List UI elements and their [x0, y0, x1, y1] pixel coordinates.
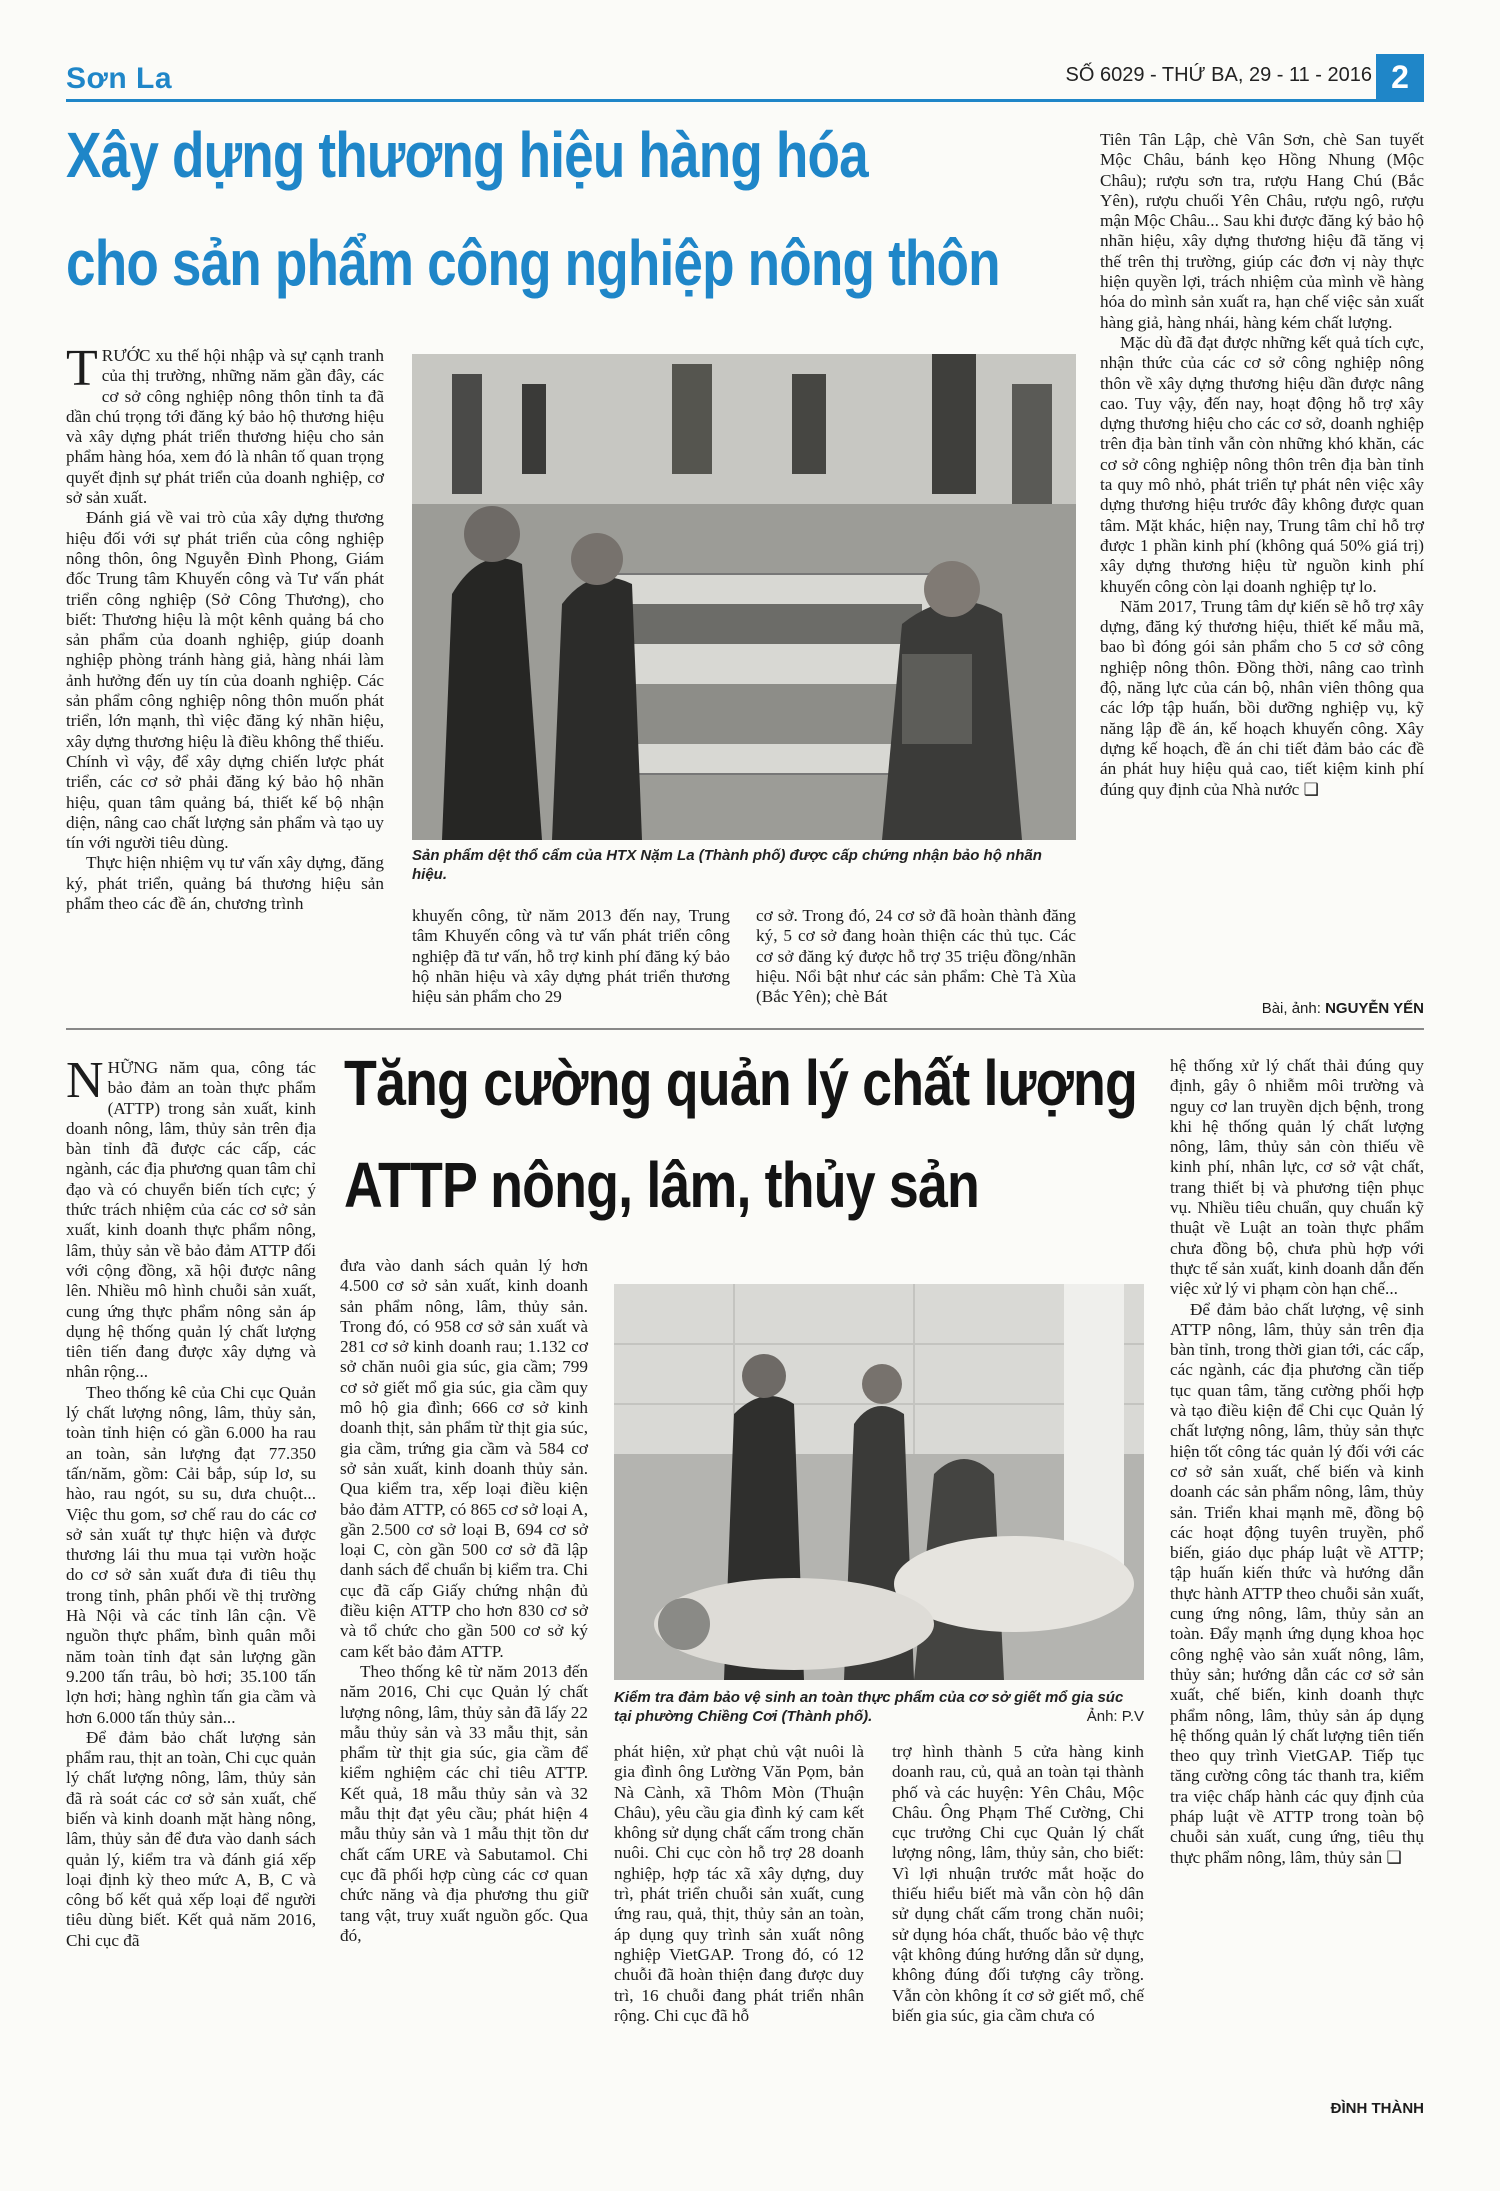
article1-headline-line1: Xây dựng thương hiệu hàng hóa — [66, 119, 868, 191]
article2-paragraph: Để đảm bảo chất lượng, vệ sinh ATTP nông, lâm, thủy sản trên địa bàn tỉnh, trong thời gian tới, các cấp, các ngành, các địa phương cần tiếp tục quan tâm, tăng cường phối hợp và tạo điều kiện để Chi cục Quản lý chất lượng nông, lâm, thủy sản thực hiện tốt công tác quản lý đối với các cơ sở sản xuất, chế biến và kinh doanh các sản phẩm nông, lâm, thủy sản. Triển khai mạnh mẽ, đồng bộ các hoạt động tuyên truyền, phổ biến, giáo dục pháp luật về ATTP; tập huấn kiến thức và hướng dẫn thực hành ATTP theo chuỗi sản xuất, cung ứng nông, lâm, thủy sản an toàn. Đẩy mạnh ứng dụng khoa học công nghệ vào sản xuất nông, lâm, thủy sản; hướng dẫn các cơ sở sản xuất, chế biến, kinh doanh thực phẩm nông, lâm, thủy sản áp dụng hệ thống quản lý chất lượng tiên tiến theo quy trình VietGAP. Tiếp tục tăng cường công tác thanh tra, kiểm tra việc chấp hành các quy định của pháp luật về ATTP trong toàn bộ chuỗi sản xuất, cung ứng, tiêu thụ thực phẩm nông, lâm, thủy sản ❑ — [1170, 1299, 1424, 1867]
article2-paragraph: hệ thống xử lý chất thải đúng quy định, gây ô nhiễm môi trường và nguy cơ lan truyền dịch bệnh, trong khi hệ thống quản lý chất lượng nông, lâm, thủy sản còn thiếu về kinh phí, nhân lực, cơ sở vật chất, trang thiết bị và phương tiện phục vụ. Nhiều tiêu chuẩn, quy chuẩn kỹ thuật về Luật an toàn thực phẩm chưa đồng bộ, chưa phù hợp với thực tế sản xuất, kinh doanh dẫn đến việc xử lý vi phạm còn hạn chế... — [1170, 1056, 1424, 1299]
article1-paragraph: Năm 2017, Trung tâm dự kiến sẽ hỗ trợ xây dựng, đăng ký thương hiệu, thiết kế mẫu mã, bao bì đóng gói sản phẩm cho 5 cơ sở công nghiệp nông thôn. Đồng thời, nâng cao trình độ, năng lực của cán bộ, nhân viên thông qua các lớp tập huấn, bồi dưỡng nghiệp vụ, kỹ năng lập đề án, kế hoạch khuyến công. Xây dựng kế hoạch, đề án chi tiết đảm bảo các đề án phát huy hiệu quả cao, tiết kiệm kinh phí đúng quy định của Nhà nước ❑ — [1100, 596, 1424, 799]
article2-photo-caption: Kiểm tra đảm bảo vệ sinh an toàn thực phẩm của cơ sở giết mổ gia súc tại phường Chiềng Cơi (Thành phố). — [614, 1689, 1124, 1725]
article1-paragraph: Thực hiện nhiệm vụ tư vấn xây dựng, đăng ký, phát triển, quảng bá thương hiệu sản phẩm theo các đề án, chương trình — [66, 853, 384, 914]
article1-paragraph: cơ sở. Trong đó, 24 cơ sở đã hoàn thành đăng ký, 5 cơ sở đang hoàn thiện các thủ tục. Các cơ sở đăng ký được hỗ trợ 35 triệu đồng/nhãn hiệu. Nổi bật như các sản phẩm: Chè Tà Xùa (Bắc Yên); chè Bát — [756, 906, 1076, 1007]
article2-author: ĐÌNH THÀNH — [1330, 2100, 1424, 2117]
page-number: 2 — [1376, 54, 1424, 100]
header-rule — [66, 99, 1424, 102]
article2-paragraph: trợ hình thành 5 cửa hàng kinh doanh rau, củ, quả an toàn tại thành phố và các huyện: Yên Châu, Mộc Châu. Ông Phạm Thế Cường, Chi cục trưởng Chi cục Quản lý chất lượng nông, lâm, thủy sản, cho biết: Vì lợi nhuận trước mắt hoặc do thiếu hiểu biết mà vẫn còn hộ dân sử dụng chất cấm trong chăn nuôi; sử dụng hóa chất, thuốc bảo vệ thực vật không đúng hướng dẫn sử dụng, không đúng đối tượng cây trồng. Vẫn còn không ít cơ sở giết mổ, chế biến gia súc, gia cầm chưa có — [892, 1742, 1144, 2025]
article2-paragraph: Theo thống kê từ năm 2013 đến năm 2016, Chi cục Quản lý chất lượng nông, lâm, thủy sản đã lấy 22 mẫu thủy sản và 33 mẫu thịt, sản phẩm từ thịt gia súc, gia cầm để kiểm nghiệm các chỉ tiêu ATTP. Kết quả, 18 mẫu thủy sản và 32 mẫu thịt đạt yêu cầu; phát hiện 4 mẫu thủy sản và 1 mẫu thịt tồn dư chất cấm URE và Sabutamol. Chi cục đã phối hợp cùng các cơ quan chức năng và địa phương thu giữ tang vật, truy xuất nguồn gốc. Qua đó, — [340, 1661, 588, 1945]
section-name: Sơn La — [66, 62, 173, 95]
article2-paragraph: Để đảm bảo chất lượng sản phẩm rau, thịt an toàn, Chi cục quản lý chất lượng nông, lâm, thủy sản đã rà soát các cơ sở sản xuất, chế biến và kinh doanh mặt hàng nông, lâm, thủy sản để đưa vào danh sách quản lý, kiểm tra và đánh giá xếp loại định kỳ theo mức A, B, C và công bố kết quả xếp loại để người tiêu dùng biết. Kết quả năm 2016, Chi cục đã — [66, 1727, 316, 1950]
article2-headline-line2: ATTP nông, lâm, thủy sản — [344, 1149, 979, 1221]
article1-paragraph: Mặc dù đã đạt được những kết quả tích cực, nhận thức của các cơ sở công nghiệp nông thôn về xây dựng thương hiệu dần được nâng cao. Tuy vậy, đến nay, hoạt động hỗ trợ xây dựng thương hiệu cho các cơ sở, doanh nghiệp trên địa bàn tỉnh vẫn còn những khó khăn, các cơ sở công nghiệp nông thôn trên địa bàn tỉnh ta quy mô nhỏ, phát triển tự phát nên việc xây dựng thương hiệu trước đây không được quan tâm. Mặt khác, hiện nay, Trung tâm chỉ hỗ trợ được 1 phần kinh phí (không quá 50% giá trị) xây dựng thương hiệu từ nguồn kinh phí khuyến công còn lại doanh nghiệp tự lo. — [1100, 332, 1424, 596]
article1-column-4 — [1100, 130, 1424, 800]
article1-photo-caption: Sản phẩm dệt thổ cẩm của HTX Nặm La (Thành phố) được cấp chứng nhận bảo hộ nhãn hiệu. — [412, 847, 1042, 883]
article1-paragraph: Đánh giá về vai trò của xây dựng thương hiệu đối với sự phát triển của công nghiệp nông thôn, ông Nguyễn Đình Phong, Giám đốc Trung tâm Khuyến công và Tư vấn phát triển công nghiệp (Sở Công Thương), cho biết: Thương hiệu là một kênh quảng bá cho sản phẩm của doanh nghiệp, giúp doanh nghiệp phòng tránh hàng giả, hàng nhái làm ảnh hưởng đến uy tín của doanh nghiệp. Các sản phẩm công nghiệp nông thôn muốn phát triển, lớn mạnh, thì việc đăng ký nhãn hiệu, xây dựng thương hiệu là điều không thể thiếu. Chính vì vậy, để xây dựng chiến lược phát triển, các cơ sở phải đăng ký bảo hộ nhãn hiệu, quan tâm quảng bá, thiết kế bộ nhận diện, nâng cao chất lượng sản phẩm và tạo uy tín với người tiêu dùng. — [66, 508, 384, 853]
article2-photo-credit: Ảnh: P.V — [1086, 1708, 1144, 1725]
article2-column-5 — [1170, 1056, 1424, 1868]
article2-headline-line1: Tăng cường quản lý chất lượng — [344, 1047, 1138, 1119]
article2-column-3 — [614, 1742, 864, 2026]
article2-paragraph: đưa vào danh sách quản lý hơn 4.500 cơ sở sản xuất, kinh doanh sản phẩm nông, lâm, thủy sản. Trong đó, có 958 cơ sở sản xuất và 281 cơ sở kinh doanh rau; 1.132 cơ sở chăn nuôi gia súc, gia cầm; 799 cơ sở giết mổ gia súc, gia cầm quy mô hộ gia đình; 666 cơ sở kinh doanh thịt, sản phẩm từ thịt gia súc, gia cầm, trứng gia cầm và 584 cơ sở sản xuất, kinh doanh thủy sản. Qua kiểm tra, xếp loại điều kiện bảo đảm ATTP, có 865 cơ sở loại A, gần 2.500 cơ sở loại B, 694 cơ sở loại C, còn gần 500 cơ sở đã lập danh sách để chuẩn bị kiểm tra. Chi cục đã cấp Giấy chứng nhận đủ điều kiện ATTP cho hơn 830 cơ sở và tổ chức cho gần 500 cơ sở ký cam kết bảo đảm ATTP. — [340, 1256, 588, 1661]
article1-column-3 — [756, 906, 1076, 1007]
issue-info: SỐ 6029 - THỨ BA, 29 - 11 - 2016 — [1065, 64, 1372, 86]
article1-byline: Bài, ảnh: NGUYỄN YẾN — [1261, 1000, 1424, 1017]
article2-byline — [1170, 2100, 1424, 2117]
article1-paragraph: khuyến công, từ năm 2013 đến nay, Trung tâm Khuyến công và tư vấn phát triển công nghiệp đã tư vấn, hỗ trợ kinh phí đăng ký bảo hộ nhãn hiệu và xây dựng phát triển thương hiệu sản phẩm cho 29 — [412, 906, 730, 1007]
article1-paragraph: RƯỚC xu thế hội nhập và sự cạnh tranh của thị trường, những năm gần đây, các cơ sở công nghiệp nông thôn tỉnh ta đã dần chú trọng tới đăng ký bảo hộ thương hiệu và xây dựng phát triển thương hiệu cho sản phẩm hàng hóa, xem đó là nhân tố quan trọng quyết định sự phát triển của doanh nghiệp, cơ sở sản xuất. — [66, 346, 384, 508]
article2-column-4 — [892, 1742, 1144, 2026]
article1-column-1 — [66, 340, 384, 914]
market-scene-illustration — [412, 354, 1076, 840]
article1-column-2 — [412, 906, 730, 1007]
inspection-scene-illustration — [614, 1284, 1144, 1680]
article-divider — [66, 1028, 1424, 1030]
article2-paragraph: Theo thống kê của Chi cục Quản lý chất lượng nông, lâm, thủy sản, toàn tỉnh hiện có gần 6.000 ha rau an toàn, sản lượng đạt 77.350 tấn/năm, gồm: Cải bắp, súp lơ, su hào, rau ngót, su su, dưa chuột... Việc thu gom, sơ chế rau do các cơ sở sản xuất tự thực hiện và được thương lái thu mua tại vườn hoặc do cơ sở sản xuất đưa đi tiêu thụ trong tỉnh, phân phối về thị trường Hà Nội và các tỉnh lân cận. Về nguồn thực phẩm, bình quân mỗi năm toàn tỉnh đạt sản lượng gần 9.200 tấn trâu, bò hơi; 35.100 tấn lợn hơi; hàng nghìn tấn gia cầm và hơn 6.000 tấn thủy sản... — [66, 1382, 316, 1727]
article2-paragraph: phát hiện, xử phạt chủ vật nuôi là gia đình ông Lường Văn Pọm, bản Nà Cành, xã Thôm Mòn (Thuận Châu), yêu cầu gia đình ký cam kết không sử dụng chất cấm trong chăn nuôi. Chi cục còn hỗ trợ 28 doanh nghiệp, hợp tác xã xây dựng, duy trì, phát triển chuỗi sản xuất, cung ứng rau, quả, thịt, thủy sản an toàn, áp dụng quy trình sản xuất nông nghiệp VietGAP. Trong đó, có 12 chuỗi đã hoàn thiện đang được duy trì, 16 chuỗi đang phát triển nhân rộng. Chi cục đã hỗ — [614, 1742, 864, 2025]
article1-paragraph: Tiên Tân Lập, chè Vân Sơn, chè San tuyết Mộc Châu, bánh kẹo Hồng Nhung (Mộc Châu); rượu sơn tra, rượu Hang Chú (Bắc Yên), rượu chuối Yên Châu, rượu ngô, rượu mận Mộc Châu... Sau khi được đăng ký bảo hộ nhãn hiệu, xây dựng thương hiệu đã tăng vị thế trên thị trường, giúp các đơn vị này thực hiện quyền lợi, trách nhiệm của mình về hàng hóa do mình sản xuất ra, hạn chế việc sản xuất hàng giả, hàng nhái, hàng kém chất lượng. — [1100, 130, 1424, 332]
article1-headline-line2: cho sản phẩm công nghiệp nông thôn — [66, 227, 1000, 299]
article2-photo-slaughterhouse-inspection — [614, 1284, 1144, 1680]
article2-column-2 — [340, 1256, 588, 1946]
article2-paragraph: HỮNG năm qua, công tác bảo đảm an toàn thực phẩm (ATTP) trong sản xuất, kinh doanh nông, lâm, thủy sản trên địa bàn tỉnh đã được các cấp, các ngành, các địa phương quan tâm chỉ đạo và có chuyển biến tích cực; ý thức trách nhiệm của các cơ sở sản xuất, kinh doanh thực phẩm nông, lâm, thủy sản về bảo đảm ATTP đối với cộng đồng, xã hội được nâng lên. Nhiều mô hình chuỗi sản xuất, cung ứng thực phẩm nông sản áp dụng hệ thống quản lý chất lượng tiên tiến đang được xây dựng và nhân rộng... — [66, 1058, 316, 1382]
article1-author: NGUYỄN YẾN — [1325, 1000, 1424, 1017]
dropcap: T — [66, 340, 98, 397]
dropcap: N — [66, 1052, 104, 1109]
article2-column-1 — [66, 1052, 316, 1951]
article1-photo-brocade-market — [412, 354, 1076, 840]
